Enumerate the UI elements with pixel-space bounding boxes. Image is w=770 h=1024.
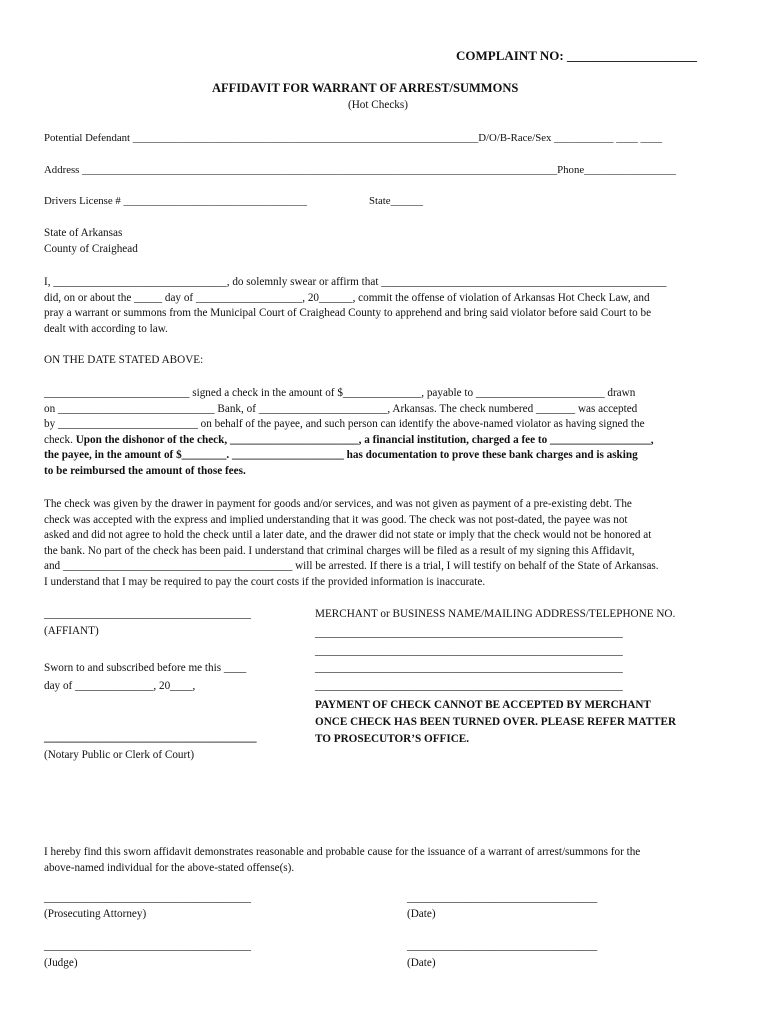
check-bold-line[interactable]: the payee, in the amount of $________. ____________________ has documentation to prove these bank charges and is asking	[44, 449, 638, 462]
judge-label: (Judge)	[44, 957, 78, 969]
drawer-line: the bank. No part of the check has been paid. I understand that criminal charges will be filed as a result of my signing this Affidavit,	[44, 544, 635, 557]
check-line[interactable]: __________________________ signed a check in the amount of $______________, payable to _______________________ drawn	[44, 387, 636, 399]
date-line-1[interactable]: __________________________________	[407, 892, 598, 904]
oath-line[interactable]: I, _______________________________, do solemnly swear or affirm that ___________________________________________________	[44, 276, 667, 288]
notice-line: TO PROSECUTOR’S OFFICE.	[315, 733, 470, 745]
merchant-line[interactable]: _______________________________________________________	[315, 645, 623, 657]
merchant-heading: MERCHANT or BUSINESS NAME/MAILING ADDRESS/TELEPHONE NO.	[315, 608, 676, 620]
affiant-label: (AFFIANT)	[44, 625, 99, 637]
drawer-paragraph	[44, 497, 726, 591]
address-phone-field[interactable]: Address ________________________________________________________________________________________Phone_________________	[44, 164, 676, 176]
notary-label: (Notary Public or Clerk of Court)	[44, 749, 195, 761]
judge-signature-line[interactable]: _____________________________________	[44, 940, 251, 952]
drawer-line: I understand that I may be required to pay the court costs if the provided information is inaccurate.	[44, 575, 486, 588]
drawer-line: check was accepted with the express and implied understanding that it was good. The check was not post-dated, the payee was not	[44, 513, 628, 526]
check-line-bold: Upon the dishonor of the check, _______________________, a financial institution, charged a fee to __________________,	[75, 433, 654, 446]
notice-line: ONCE CHECK HAS BEEN TURNED OVER. PLEASE REFER MATTER	[315, 716, 677, 728]
state-field[interactable]: State______	[369, 195, 423, 207]
drawer-line: asked and did not agree to hold the check until a later date, and the drawer did not state or imply that the check would not be honored at	[44, 529, 652, 542]
prosecutor-signature-line[interactable]: _____________________________________	[44, 892, 251, 904]
finding-line: I hereby find this sworn affidavit demonstrates reasonable and probable cause for the issuance of a warrant of arrest/summons for the	[44, 846, 641, 858]
venue-county: County of Craighead	[44, 243, 138, 255]
oath-line: pray a warrant or summons from the Municipal Court of Craighead County to apprehend and bring said violator before said Court to be	[44, 307, 652, 320]
merchant-line[interactable]: _______________________________________________________	[315, 627, 623, 639]
sworn-line-2[interactable]: day of ______________, 20____,	[44, 680, 196, 692]
notice-line: PAYMENT OF CHECK CANNOT BE ACCEPTED BY MERCHANT	[315, 699, 651, 711]
check-paragraph	[44, 386, 726, 480]
date-heading: ON THE DATE STATED ABOVE:	[44, 354, 204, 366]
oath-line: dealt with according to law.	[44, 322, 168, 335]
oath-line[interactable]: did, on or about the _____ day of ___________________, 20______, commit the offense of violation of Arkansas Hot Check Law, and	[44, 291, 650, 304]
affiant-signature-line[interactable]: _____________________________________	[44, 608, 251, 620]
prosecutor-label: (Prosecuting Attorney)	[44, 908, 147, 920]
complaint-number[interactable]: COMPLAINT NO: ____________________	[456, 48, 697, 63]
form-title: AFFIDAVIT FOR WARRANT OF ARREST/SUMMONS	[212, 81, 519, 95]
check-line[interactable]: by _________________________ on behalf of the payee, and such person can identify the above-named violator as having signed the	[44, 418, 645, 431]
merchant-notice	[315, 697, 725, 748]
merchant-line[interactable]: _______________________________________________________	[315, 662, 623, 674]
date-label-1: (Date)	[407, 908, 436, 920]
venue-state: State of Arkansas	[44, 227, 123, 239]
check-line[interactable]	[44, 433, 726, 449]
potential-defendant-field[interactable]: Potential Defendant ________________________________________________________________D/O/B-Race/Sex ___________ ____ ____	[44, 132, 663, 144]
check-line[interactable]: on ____________________________ Bank, of _______________________, Arkansas. The check numbered _______ was accepted	[44, 402, 638, 415]
drawer-line[interactable]: and _________________________________________ will be arrested. If there is a trial, I will testify on behalf of the State of Arkansas.	[44, 560, 659, 573]
date-label-2: (Date)	[407, 957, 436, 969]
finding-line: above-named individual for the above-stated offense(s).	[44, 861, 295, 874]
finding-paragraph	[44, 845, 726, 876]
drivers-license-field[interactable]: Drivers License # __________________________________	[44, 195, 307, 207]
sworn-line-1[interactable]: Sworn to and subscribed before me this ____	[44, 662, 247, 674]
oath-paragraph	[44, 275, 726, 337]
form-subtitle: (Hot Checks)	[348, 99, 408, 111]
merchant-line[interactable]: _______________________________________________________	[315, 680, 623, 692]
check-line-normal: check.	[44, 433, 76, 446]
check-bold-line: to be reimbursed the amount of those fees.	[44, 464, 246, 477]
drawer-line: The check was given by the drawer in payment for goods and/or services, and was not given as payment of a pre-existing debt. The	[44, 498, 632, 510]
notary-signature-line[interactable]: ______________________________________	[44, 732, 257, 744]
date-line-2[interactable]: __________________________________	[407, 940, 598, 952]
